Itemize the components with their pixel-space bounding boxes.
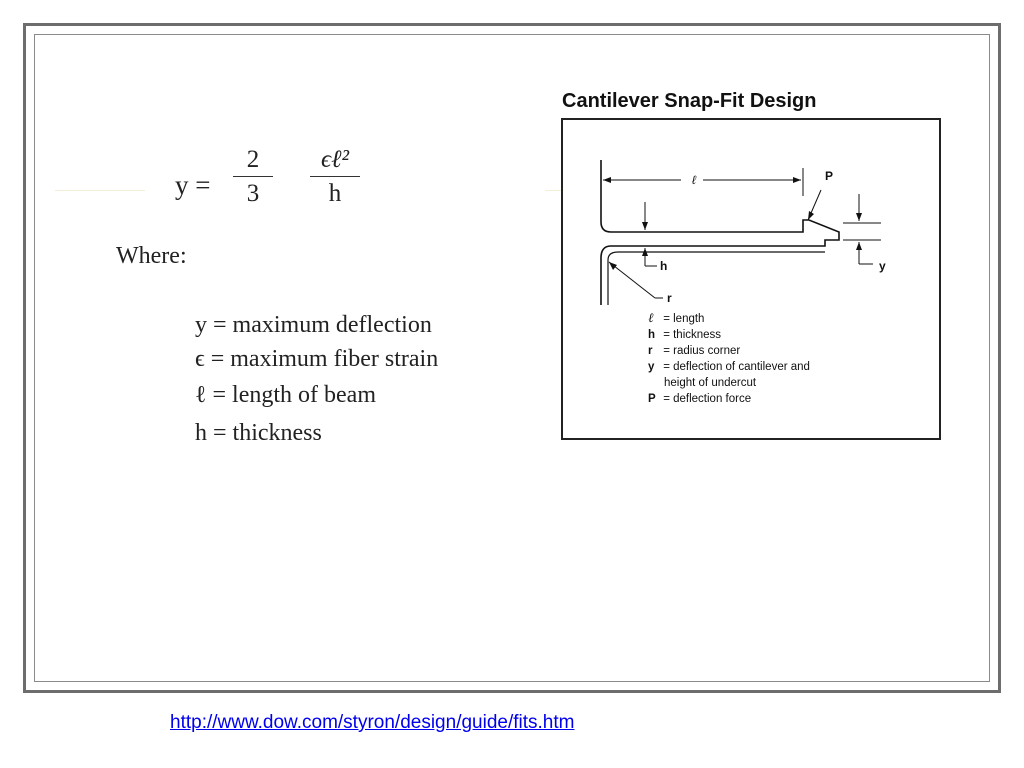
ell-arrowhead-right xyxy=(793,177,801,183)
legend-text: = length xyxy=(663,313,705,325)
legend-row-deflection xyxy=(648,359,810,375)
legend-row-thickness xyxy=(648,327,810,343)
legend-row-deflection-cont xyxy=(648,375,810,391)
r-leader-diagonal xyxy=(609,262,655,298)
legend-row-radius xyxy=(648,343,810,359)
where-heading: Where: xyxy=(116,243,187,269)
formula-frac1-bar xyxy=(233,176,273,177)
formula-frac2-bar xyxy=(310,176,360,177)
ell-label: ℓ xyxy=(692,173,696,187)
r-leader-arrowhead xyxy=(609,262,617,270)
y-arrow-top-head xyxy=(856,213,862,221)
legend-symbol: ℓ xyxy=(648,310,654,325)
legend-text: = radius corner xyxy=(663,345,741,357)
radius-label-r: r xyxy=(667,291,672,305)
faint-guide-line-left xyxy=(55,190,145,191)
formula-frac2-numerator: ϵℓ² xyxy=(321,146,349,173)
y-arrow-bottom-head xyxy=(856,242,862,250)
base-wall-outline xyxy=(608,252,825,305)
legend-text: height of undercut xyxy=(664,377,757,389)
legend-text: = deflection of cantilever and xyxy=(663,361,810,373)
legend-row-force xyxy=(648,391,810,407)
figure-title: Cantilever Snap-Fit Design xyxy=(562,90,817,112)
formula-frac1-numerator: 2 xyxy=(246,146,260,173)
ell-arrowhead-left xyxy=(603,177,611,183)
definition-epsilon: ϵ = maximum fiber strain xyxy=(195,346,439,372)
legend-symbol: y xyxy=(648,361,655,373)
deflection-label-y: y xyxy=(879,259,886,273)
legend-symbol: P xyxy=(648,393,656,405)
legend-row-length xyxy=(648,310,810,327)
legend-symbol: r xyxy=(648,345,653,357)
figure-legend xyxy=(648,310,810,407)
legend-symbol: h xyxy=(648,329,656,341)
formula-fraction-two-thirds xyxy=(233,146,273,208)
definition-length: ℓ = length of beam xyxy=(195,382,376,408)
legend-text: = deflection force xyxy=(663,393,752,405)
formula-lhs: y = xyxy=(175,170,211,200)
definition-y: y = maximum deflection xyxy=(195,312,432,338)
force-label-P: P xyxy=(825,169,834,183)
formula-frac1-denominator: 3 xyxy=(246,180,260,207)
force-arrowhead xyxy=(808,211,814,220)
formula-frac2-denominator: h xyxy=(328,180,342,207)
source-link[interactable]: http://www.dow.com/styron/design/guide/fits.htm xyxy=(170,712,575,733)
thickness-label-h: h xyxy=(660,259,668,273)
formula-fraction-strain xyxy=(310,146,360,208)
legend-text: = thickness xyxy=(663,329,722,341)
definition-h: h = thickness xyxy=(195,420,322,446)
h-arrow-top-head xyxy=(642,222,648,230)
figure-box xyxy=(561,118,941,440)
